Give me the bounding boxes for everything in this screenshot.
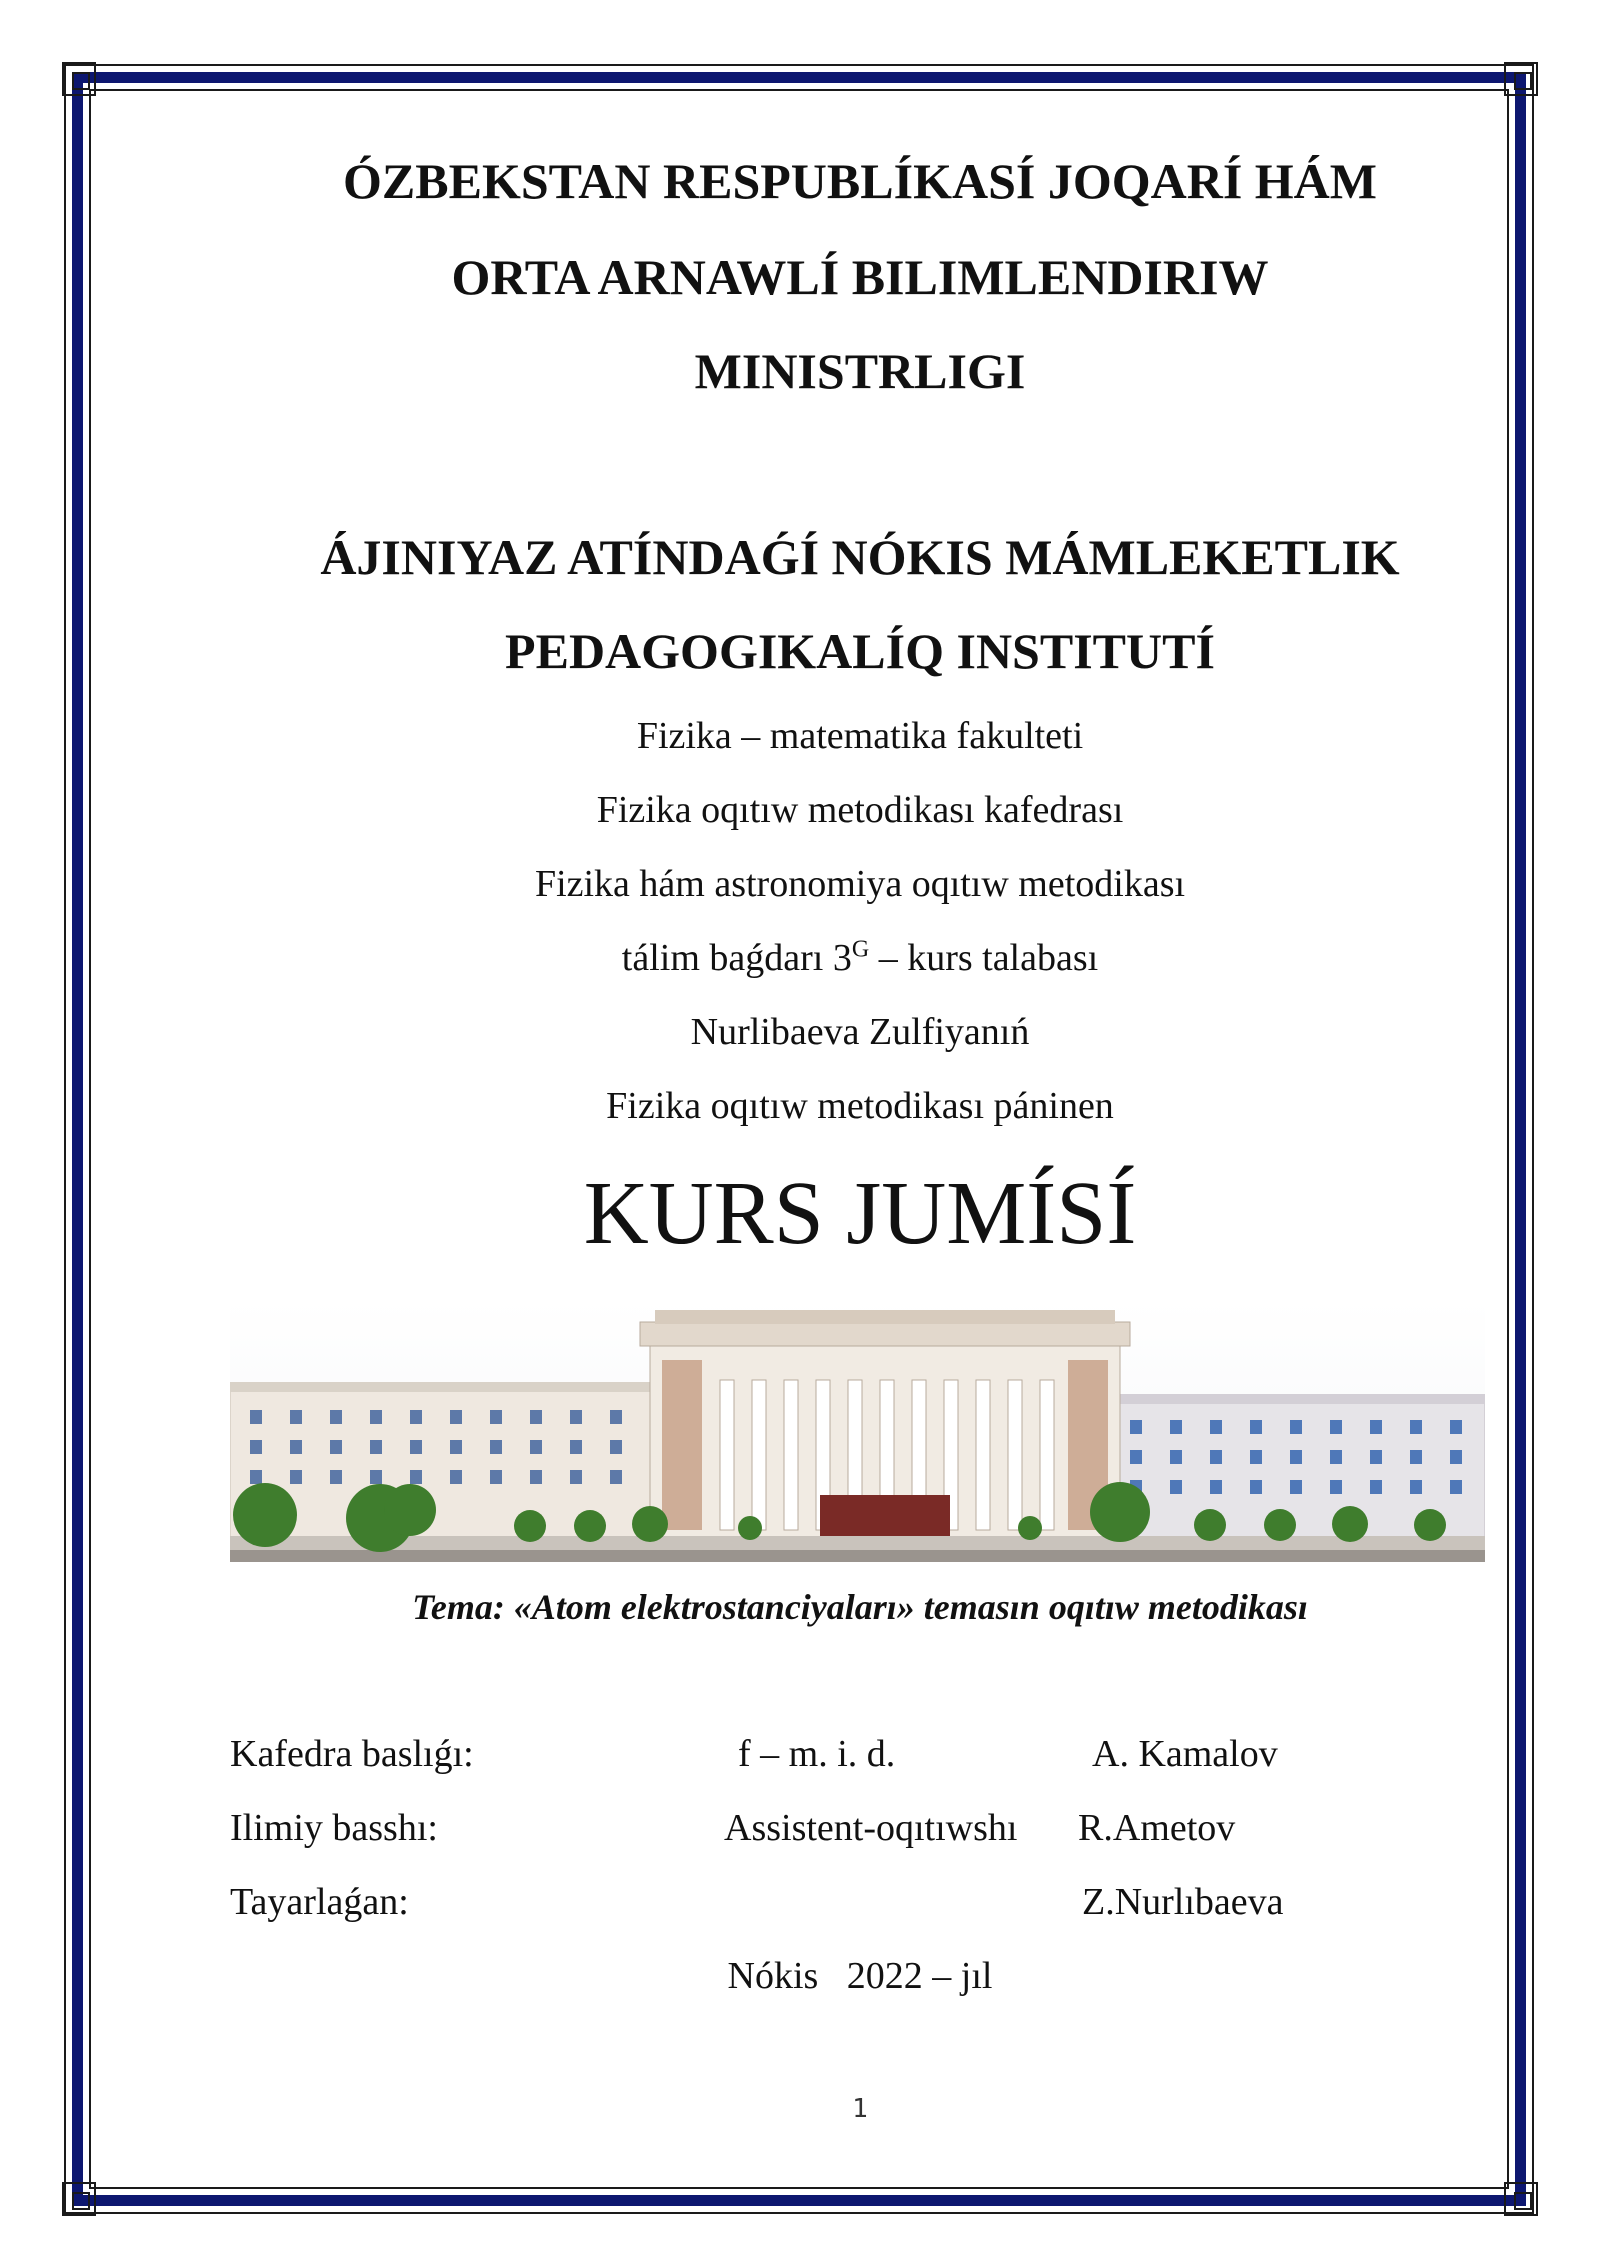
direction-line: Fizika hám astronomiya oqıtıw metodikası	[534, 863, 1186, 905]
document-type-title: KURS JUMÍSÍ	[583, 1164, 1137, 1263]
course-superscript: G	[851, 936, 870, 963]
corner-ornament	[62, 62, 96, 96]
corner-ornament	[62, 2182, 96, 2216]
signature-role: Ilimiy basshı:	[230, 1807, 438, 1849]
topic-line: Tema: «Atom elektrostanciyaları» temasın oqıtıw metodikası	[412, 1587, 1308, 1627]
institute-heading-line2: PEDAGOGIKALÍQ INSTITUTÍ	[505, 623, 1215, 679]
page-border-inner	[89, 89, 1509, 2189]
signature-title: f – m. i. d.	[738, 1733, 896, 1775]
signature-role: Tayarlaǵan:	[230, 1881, 409, 1923]
city-year-line: Nókis 2022 – jıl	[727, 1955, 993, 1997]
faculty-line: Fizika – matematika fakulteti	[636, 715, 1084, 757]
signature-role: Kafedra baslıǵı:	[230, 1733, 474, 1775]
student-line: Nurlibaeva Zulfiyanıń	[690, 1011, 1030, 1053]
course-prefix: tálim baǵdarı 3	[621, 937, 852, 979]
institute-building-image	[230, 1300, 1485, 1562]
signature-name: Z.Nurlıbaeva	[1082, 1881, 1284, 1923]
corner-ornament	[1504, 62, 1538, 96]
ministry-heading-line1: ÓZBEKSTAN RESPUBLÍKASÍ JOQARÍ HÁM	[343, 153, 1377, 209]
department-line: Fizika oqıtıw metodikası kafedrası	[596, 789, 1124, 831]
subject-line: Fizika oqıtıw metodikası páninen	[606, 1085, 1114, 1127]
ministry-heading-line3: MINISTRLIGI	[694, 343, 1026, 399]
ministry-heading-line2: ORTA ARNAWLÍ BILIMLENDIRIW	[451, 249, 1269, 305]
signature-title: Assistent-oqıtıwshı	[724, 1807, 1018, 1849]
course-suffix: – kurs talabası	[869, 937, 1099, 979]
corner-ornament	[1504, 2182, 1538, 2216]
institute-heading-line1: ÁJINIYAZ ATÍNDAǴÍ NÓKIS MÁMLEKETLIK	[320, 529, 1400, 585]
page-number: 1	[852, 2094, 868, 2124]
course-line	[130, 936, 1590, 980]
signature-name: R.Ametov	[1078, 1807, 1236, 1849]
signature-name: A. Kamalov	[1092, 1733, 1278, 1775]
